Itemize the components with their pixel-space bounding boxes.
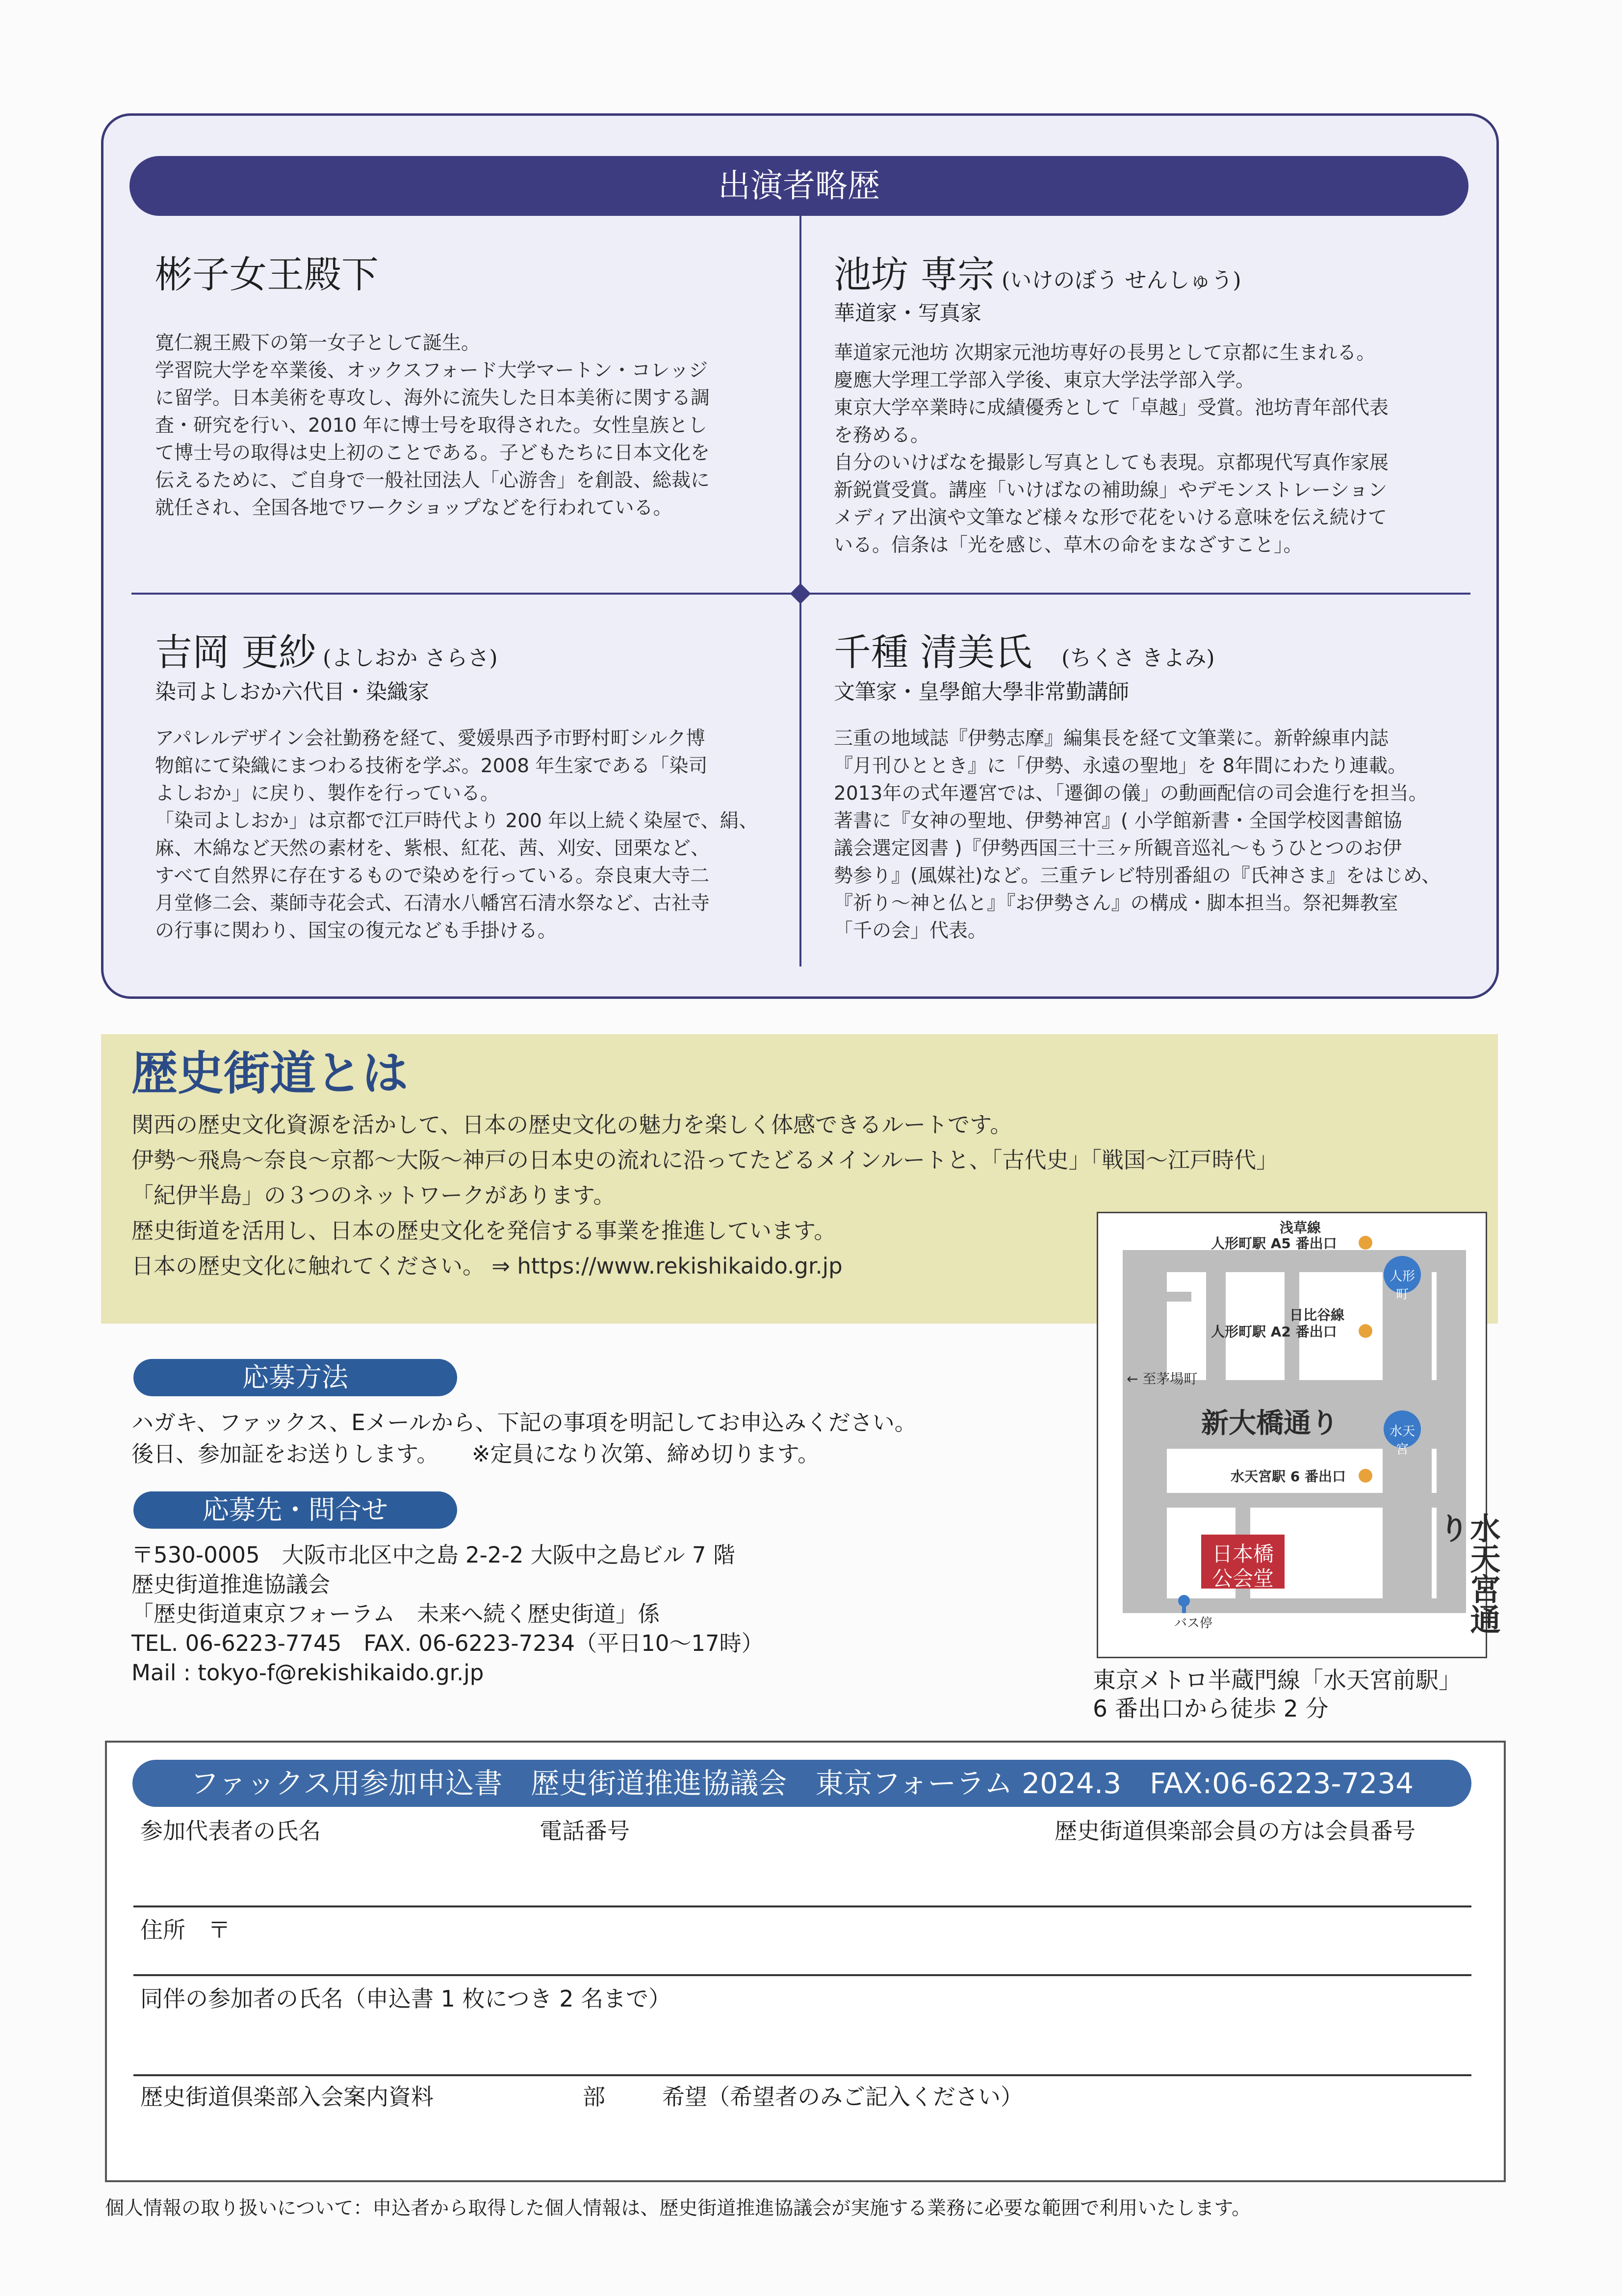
field-line[interactable] [133, 1974, 1471, 1976]
profile-body: 華道家元池坊 次期家元池坊専好の長男として京都に生まれる。 慶應大学理工学部入学後、東京大学法学部入学。 東京大学卒業時に成績優秀として「卓越」受賞。池坊青年部代表 を務める。 自分のいけばなを撮影し写真としても表現。京都現代写真作家展 新鋭賞受賞。講座「いけばなの補助線」やデモンストレーション メディア出演や文筆など様々な形で花をいける意味を伝え続けて いる。信条は「光を感じ、草木の命をまなざすこと」。 [834, 342, 1389, 556]
map-badge-label: 人形町 [1389, 1269, 1415, 1302]
venue-label: 公会堂 [1211, 1566, 1274, 1591]
profile-name [155, 628, 498, 683]
profile-name-text: 池坊 専宗 [834, 253, 995, 296]
profile-name [834, 628, 1215, 683]
field-rep-name-label: 参加代表者の氏名 [140, 1818, 321, 1844]
map-street-label: 新大橋通り [1201, 1408, 1339, 1439]
map-street-label: 水天宮通り [1434, 1513, 1501, 1634]
exit-marker [1359, 1469, 1372, 1483]
field-member-no-label: 歴史街道倶楽部会員の方は会員番号 [1055, 1818, 1416, 1844]
profile-body: アパレルデザイン会社勤務を経て、愛媛県西予市野村町シルク博 物館にて染織にまつわる技術を学ぶ。2008 年生家である「染司 よしおか」に戻り、製作を行っている。 「染司よしおか」は京都で江戸時代より 200 年以上続く染屋で、絹、 麻、木綿など天然の素材を、紫根、紅花、茜、刈安、団栗など、 すべて自然界に存在するもので染めを行っている。奈良東大寺二 月堂修二会、薬師寺花会式、石清水八幡宮石清水祭など、古社寺 の行事に関わり、国宝の復元なども手掛ける。 [155, 728, 758, 942]
contact-org: 歴史街道推進協議会 [131, 1571, 331, 1597]
contact-phone: TEL. 06-6223-7745 FAX. 06-6223-7234（平日10～17時） [131, 1630, 764, 1656]
profile-body: 寛仁親王殿下の第一女子として誕生。 学習院大学を卒業後、オックスフォード大学マートン・コレッジ に留学。日本美術を専攻し、海外に流失した日本美術に関する調 査・研究を行い、2010 年に博士号を取得された。女性皇族とし て博士号の取得は史上初のことである。子どもたちに日本文化を 伝えるために、ご自身で一般社団法人「心游舎」を創設、総裁に 就任され、全国各地でワークショップなどを行われている。 [155, 332, 710, 519]
map-label: 人形町駅 A5 番出口 [1211, 1235, 1337, 1252]
profile-name [155, 250, 379, 299]
profiles-header: 出演者略歴 [129, 156, 1468, 216]
field-companions-label: 同伴の参加者の氏名（申込書 1 枚につき 2 名まで） [140, 1985, 671, 2012]
kaido-title: 歴史街道とは [131, 1046, 409, 1100]
map-label: バス停 [1174, 1616, 1213, 1631]
apply-method-label: 応募方法 [133, 1359, 457, 1396]
profile-title: 染司よしおか六代目・染織家 [155, 680, 429, 704]
field-phone-label: 電話番号 [540, 1818, 630, 1844]
kaido-url-line[interactable]: 日本の歴史文化に触れてください。 ⇒ https://www.rekishikaido.gr.jp [131, 1253, 843, 1279]
profile-reading: (いけのぼう せんしゅう) [1002, 268, 1241, 293]
profile-name-text: 彬子女王殿下 [155, 253, 379, 296]
form-header: ファックス用参加申込書 歴史街道推進協議会 東京フォーラム 2024.3 FAX:06-6223-7234 [132, 1760, 1471, 1807]
apply-text: ハガキ、ファックス、Eメールから、下記の事項を明記してお申込みください。 [131, 1409, 917, 1435]
venue-label: 日本橋 [1211, 1542, 1274, 1566]
field-club-docs-label: 歴史街道倶楽部入会案内資料 [140, 2084, 434, 2110]
apply-text: 後日、参加証をお送りします。 ※定員になり次第、締め切ります。 [131, 1441, 820, 1467]
contact-dept: 「歴史街道東京フォーラム 未来へ続く歴史街道」係 [131, 1601, 660, 1627]
profile-name-text: 千種 清美氏 [834, 630, 1032, 674]
access-map [1097, 1212, 1501, 1658]
map-label: 日比谷線 [1289, 1307, 1345, 1323]
kaido-line: 歴史街道を活用し、日本の歴史文化を発信する事業を推進しています。 [131, 1218, 836, 1244]
fax-application-form [105, 1741, 1506, 2182]
field-line[interactable] [133, 1905, 1471, 1907]
profile-title: 華道家・写真家 [834, 301, 981, 326]
map-badge-label: 水天宮 [1389, 1424, 1415, 1457]
profile-reading: (よしおか さらさ) [323, 646, 498, 671]
contact-label: 応募先・問合せ [133, 1491, 457, 1529]
profile-name-text: 吉岡 更紗 [155, 630, 316, 674]
exit-marker [1359, 1324, 1372, 1338]
privacy-notice: 個人情報の取り扱いについて：申込者から取得した個人情報は、歴史街道推進協議会が実施する業務に必要な範囲で利用いたします。 [105, 2197, 1251, 2219]
kaido-line: 「紀伊半島」の３つのネットワークがあります。 [131, 1182, 616, 1208]
map-caption: 東京メトロ半蔵門線「水天宮前駅」 [1093, 1667, 1462, 1694]
profile-reading: (ちくさ きよみ) [1061, 646, 1215, 671]
map-label: 人形町駅 A2 番出口 [1211, 1324, 1337, 1340]
exit-marker [1359, 1236, 1372, 1250]
field-wish-label: 希望（希望者のみご記入ください） [662, 2084, 1023, 2110]
map-label: ← 至茅場町 [1127, 1371, 1198, 1387]
map-caption: 6 番出口から徒歩 2 分 [1093, 1696, 1329, 1722]
field-address-label: 住所 〒 [140, 1917, 231, 1943]
profile-title: 文筆家・皇學館大學非常勤講師 [834, 680, 1129, 704]
map-label: 水天宮駅 6 番出口 [1231, 1468, 1346, 1485]
kaido-line: 伊勢～飛鳥～奈良～京都～大阪～神戸の日本史の流れに沿ってたどるメインルートと、「古代史」「戦国～江戸時代」 [131, 1147, 1278, 1173]
field-copies-label: 部 [583, 2084, 605, 2110]
profile-name [834, 250, 1241, 305]
contact-email[interactable]: Mail : tokyo-f@rekishikaido.gr.jp [131, 1660, 484, 1686]
map-label: 浅草線 [1280, 1220, 1321, 1236]
profile-body: 三重の地域誌『伊勢志摩』編集長を経て文筆業に。新幹線車内誌 『月刊ひととき』に「伊勢、永遠の聖地」を 8年間にわたり連載。 2013年の式年遷宮では、「遷御の儀」の動画配信の司会進行を担当。 著書に『女神の聖地、伊勢神宮』( 小学館新書・全国学校図書館協 議会選定図書 )『伊勢西国三十三ヶ所観音巡礼～もうひとつのお伊 勢参り』(風媒社)など。三重テレビ特別番組の『氏神さま』をはじめ、 『祈り～神と仏と』『お伊勢さん』の構成・脚本担当。祭祀舞教室 「千の会」代表。 [834, 728, 1441, 942]
contact-address: 〒530-0005 大阪市北区中之島 2-2-2 大阪中之島ビル 7 階 [131, 1542, 735, 1568]
field-line[interactable] [133, 2074, 1471, 2076]
kaido-line: 関西の歴史文化資源を活かして、日本の歴史文化の魅力を楽しく体感できるルートです。 [131, 1112, 1012, 1138]
